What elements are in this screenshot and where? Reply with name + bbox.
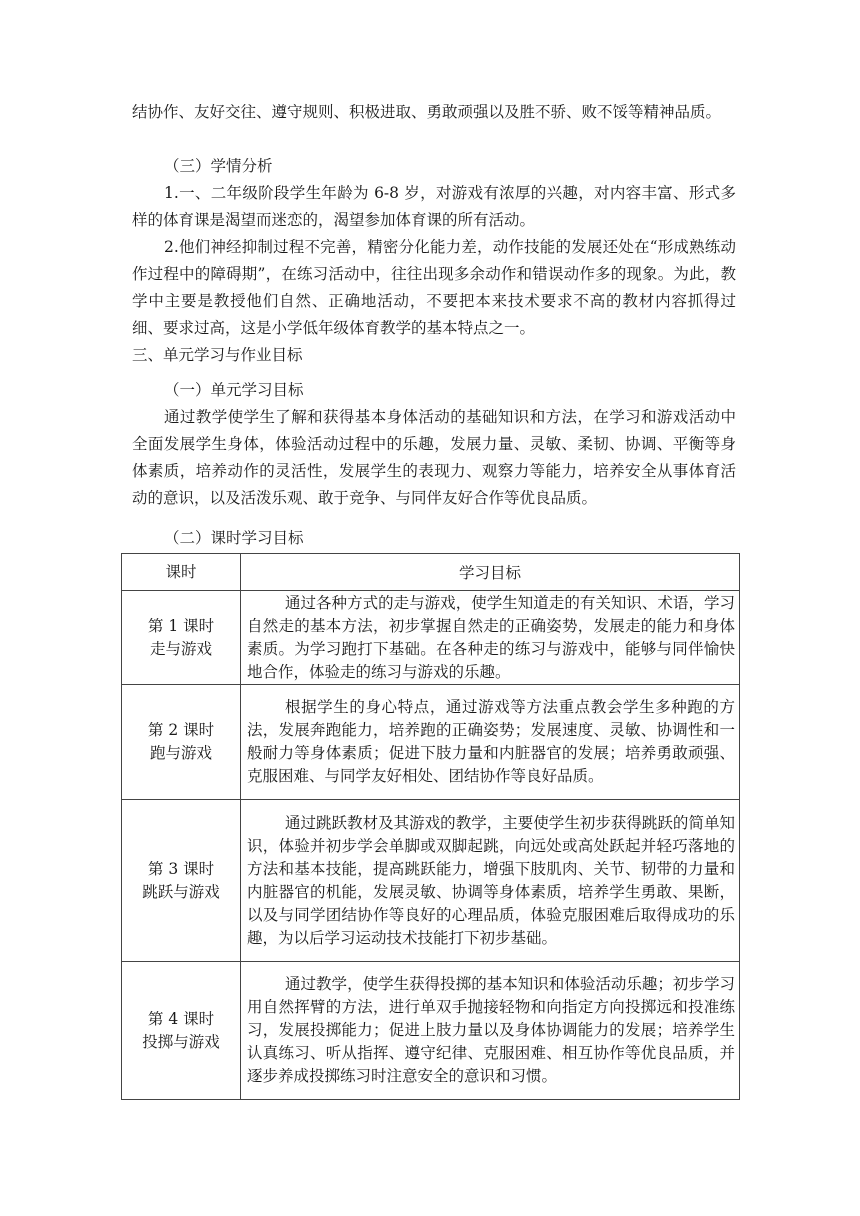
lesson-cell	[122, 685, 241, 800]
lesson-topic: 投掷与游戏	[142, 1032, 220, 1051]
lesson-number: 第 1 课时	[147, 616, 215, 635]
lesson-topic: 走与游戏	[149, 639, 212, 658]
goal-cell: 通过各种方式的走与游戏，使学生知道走的有关知识、术语，学习自然走的基本方法，初步掌握自然走的正确姿势，发展走的能力和身体素质。为学习跑打下基础。在各种走的练习与游戏中，能够与同伴愉快地合作，体验走的练习与游戏的乐趣。	[241, 591, 740, 685]
heading-learning-analysis: （三）学情分析	[164, 157, 273, 175]
table-row	[122, 962, 740, 1100]
section-heading-unit-goals: 三、单元学习与作业目标	[132, 346, 303, 364]
lesson-number: 第 4 课时	[147, 1009, 215, 1028]
table-row	[122, 800, 740, 962]
paragraph-unit-goals: 通过教学使学生了解和获得基本身体活动的基础知识和方法，在学习和游戏活动中全面发展学生身体，体验活动过程中的乐趣，发展力量、灵敏、柔韧、协调、平衡等身体素质，培养动作的灵活性，发展学生的表现力、观察力等能力，培养安全从事体育活动的意识，以及活泼乐观、敢于竞争、与同伴友好合作等优良品质。	[132, 408, 736, 507]
goal-cell: 根据学生的身心特点，通过游戏等方法重点教会学生多种跑的方法，发展奔跑能力，培养跑的正确姿势；发展速度、灵敏、协调性和一般耐力等身体素质；促进下肢力量和内脏器官的发展；培养勇敢顽强、克服困难、与同学友好相处、团结协作等良好品质。	[241, 685, 740, 800]
lesson-cell	[122, 591, 241, 685]
heading-lesson-goals: （二）课时学习目标	[164, 529, 304, 547]
lesson-goals-table	[121, 553, 740, 1100]
goal-cell: 通过跳跃教材及其游戏的教学，主要使学生初步获得跳跃的简单知识，体验并初步学会单脚或双脚起跳，向远处或高处跃起并轻巧落地的方法和基本技能，提高跳跃能力，增强下肢肌肉、关节、韧带的力量和内脏器官的机能，发展灵敏、协调等身体素质，培养学生勇敢、果断，以及与同学团结协作等良好的心理品质，体验克服困难后取得成功的乐趣，为以后学习运动技术技能打下初步基础。	[241, 800, 740, 962]
lesson-topic: 跑与游戏	[149, 744, 212, 762]
table-row	[122, 685, 740, 800]
paragraph-analysis-2: 2.他们神经抑制过程不完善，精密分化能力差，动作技能的发展还处在“形成熟练动作过程中的障碍期”，在练习活动中，往往出现多余动作和错误动作多的现象。为此，教学中主要是教授他们自然、正确地活动，不要把本来技术要求不高的教材内容抓得过细、要求过高，这是小学低年级体育教学的基本特点之一。	[132, 238, 736, 337]
heading-unit-learning-goals: （一）单元学习目标	[164, 381, 304, 399]
paragraph-continuation: 结协作、友好交往、遵守规则、积极进取、勇敢顽强以及胜不骄、败不馁等精神品质。	[132, 103, 722, 121]
lesson-number: 第 2 课时	[147, 721, 215, 739]
table-row	[122, 591, 740, 685]
goal-cell: 通过教学，使学生获得投掷的基本知识和体验活动乐趣；初步学习用自然挥臂的方法，进行单双手抛接轻物和向指定方向投掷远和投准练习，发展投掷能力；促进上肢力量以及身体协调能力的发展；培养学生认真练习、听从指挥、遵守纪律、克服困难、相互协作等优良品质，并逐步养成投掷练习时注意安全的意识和习惯。	[241, 962, 740, 1100]
lesson-cell	[122, 800, 241, 962]
lesson-number: 第 3 课时	[147, 859, 215, 878]
header-lesson: 课时	[122, 554, 241, 591]
lesson-topic: 跳跃与游戏	[142, 882, 220, 901]
table-header-row	[122, 554, 740, 591]
header-goal: 学习目标	[241, 554, 740, 591]
lesson-cell	[122, 962, 241, 1100]
paragraph-analysis-1: 1.一、二年级阶段学生年龄为 6-8 岁，对游戏有浓厚的兴趣，对内容丰富、形式多样的体育课是渴望而迷恋的，渴望参加体育课的所有活动。	[132, 184, 736, 229]
